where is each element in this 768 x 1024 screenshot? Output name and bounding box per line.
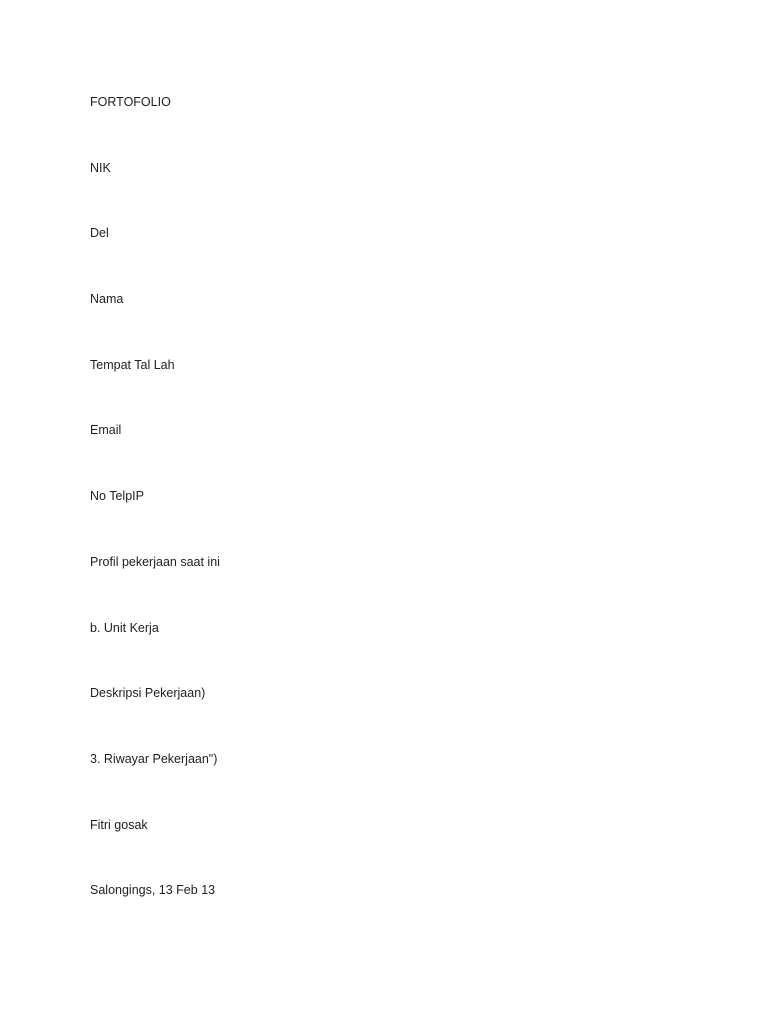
signatory-name: Fitri gosak bbox=[90, 817, 148, 832]
document-body bbox=[90, 94, 220, 948]
field-label-nik: NIK bbox=[90, 160, 111, 175]
place-and-date: Salongings, 13 Feb 13 bbox=[90, 883, 216, 898]
field-label-unit-kerja: b. Unit Kerja bbox=[90, 620, 159, 635]
field-label-del: Del bbox=[90, 226, 109, 241]
field-label-nama: Nama bbox=[90, 292, 124, 307]
field-label-deskripsi-pekerjaan: Deskripsi Pekerjaan) bbox=[90, 686, 206, 701]
section-heading-profil-pekerjaan: Profil pekerjaan saat ini bbox=[90, 554, 220, 569]
section-heading-riwayat-pekerjaan: 3. Riwayar Pekerjaan") bbox=[90, 751, 218, 766]
field-label-no-telp: No TelpIP bbox=[90, 489, 144, 504]
document-title: FORTOFOLIO bbox=[90, 95, 171, 109]
field-label-tempat-tal-lah: Tempat Tal Lah bbox=[90, 357, 175, 372]
field-label-email: Email bbox=[90, 423, 122, 438]
